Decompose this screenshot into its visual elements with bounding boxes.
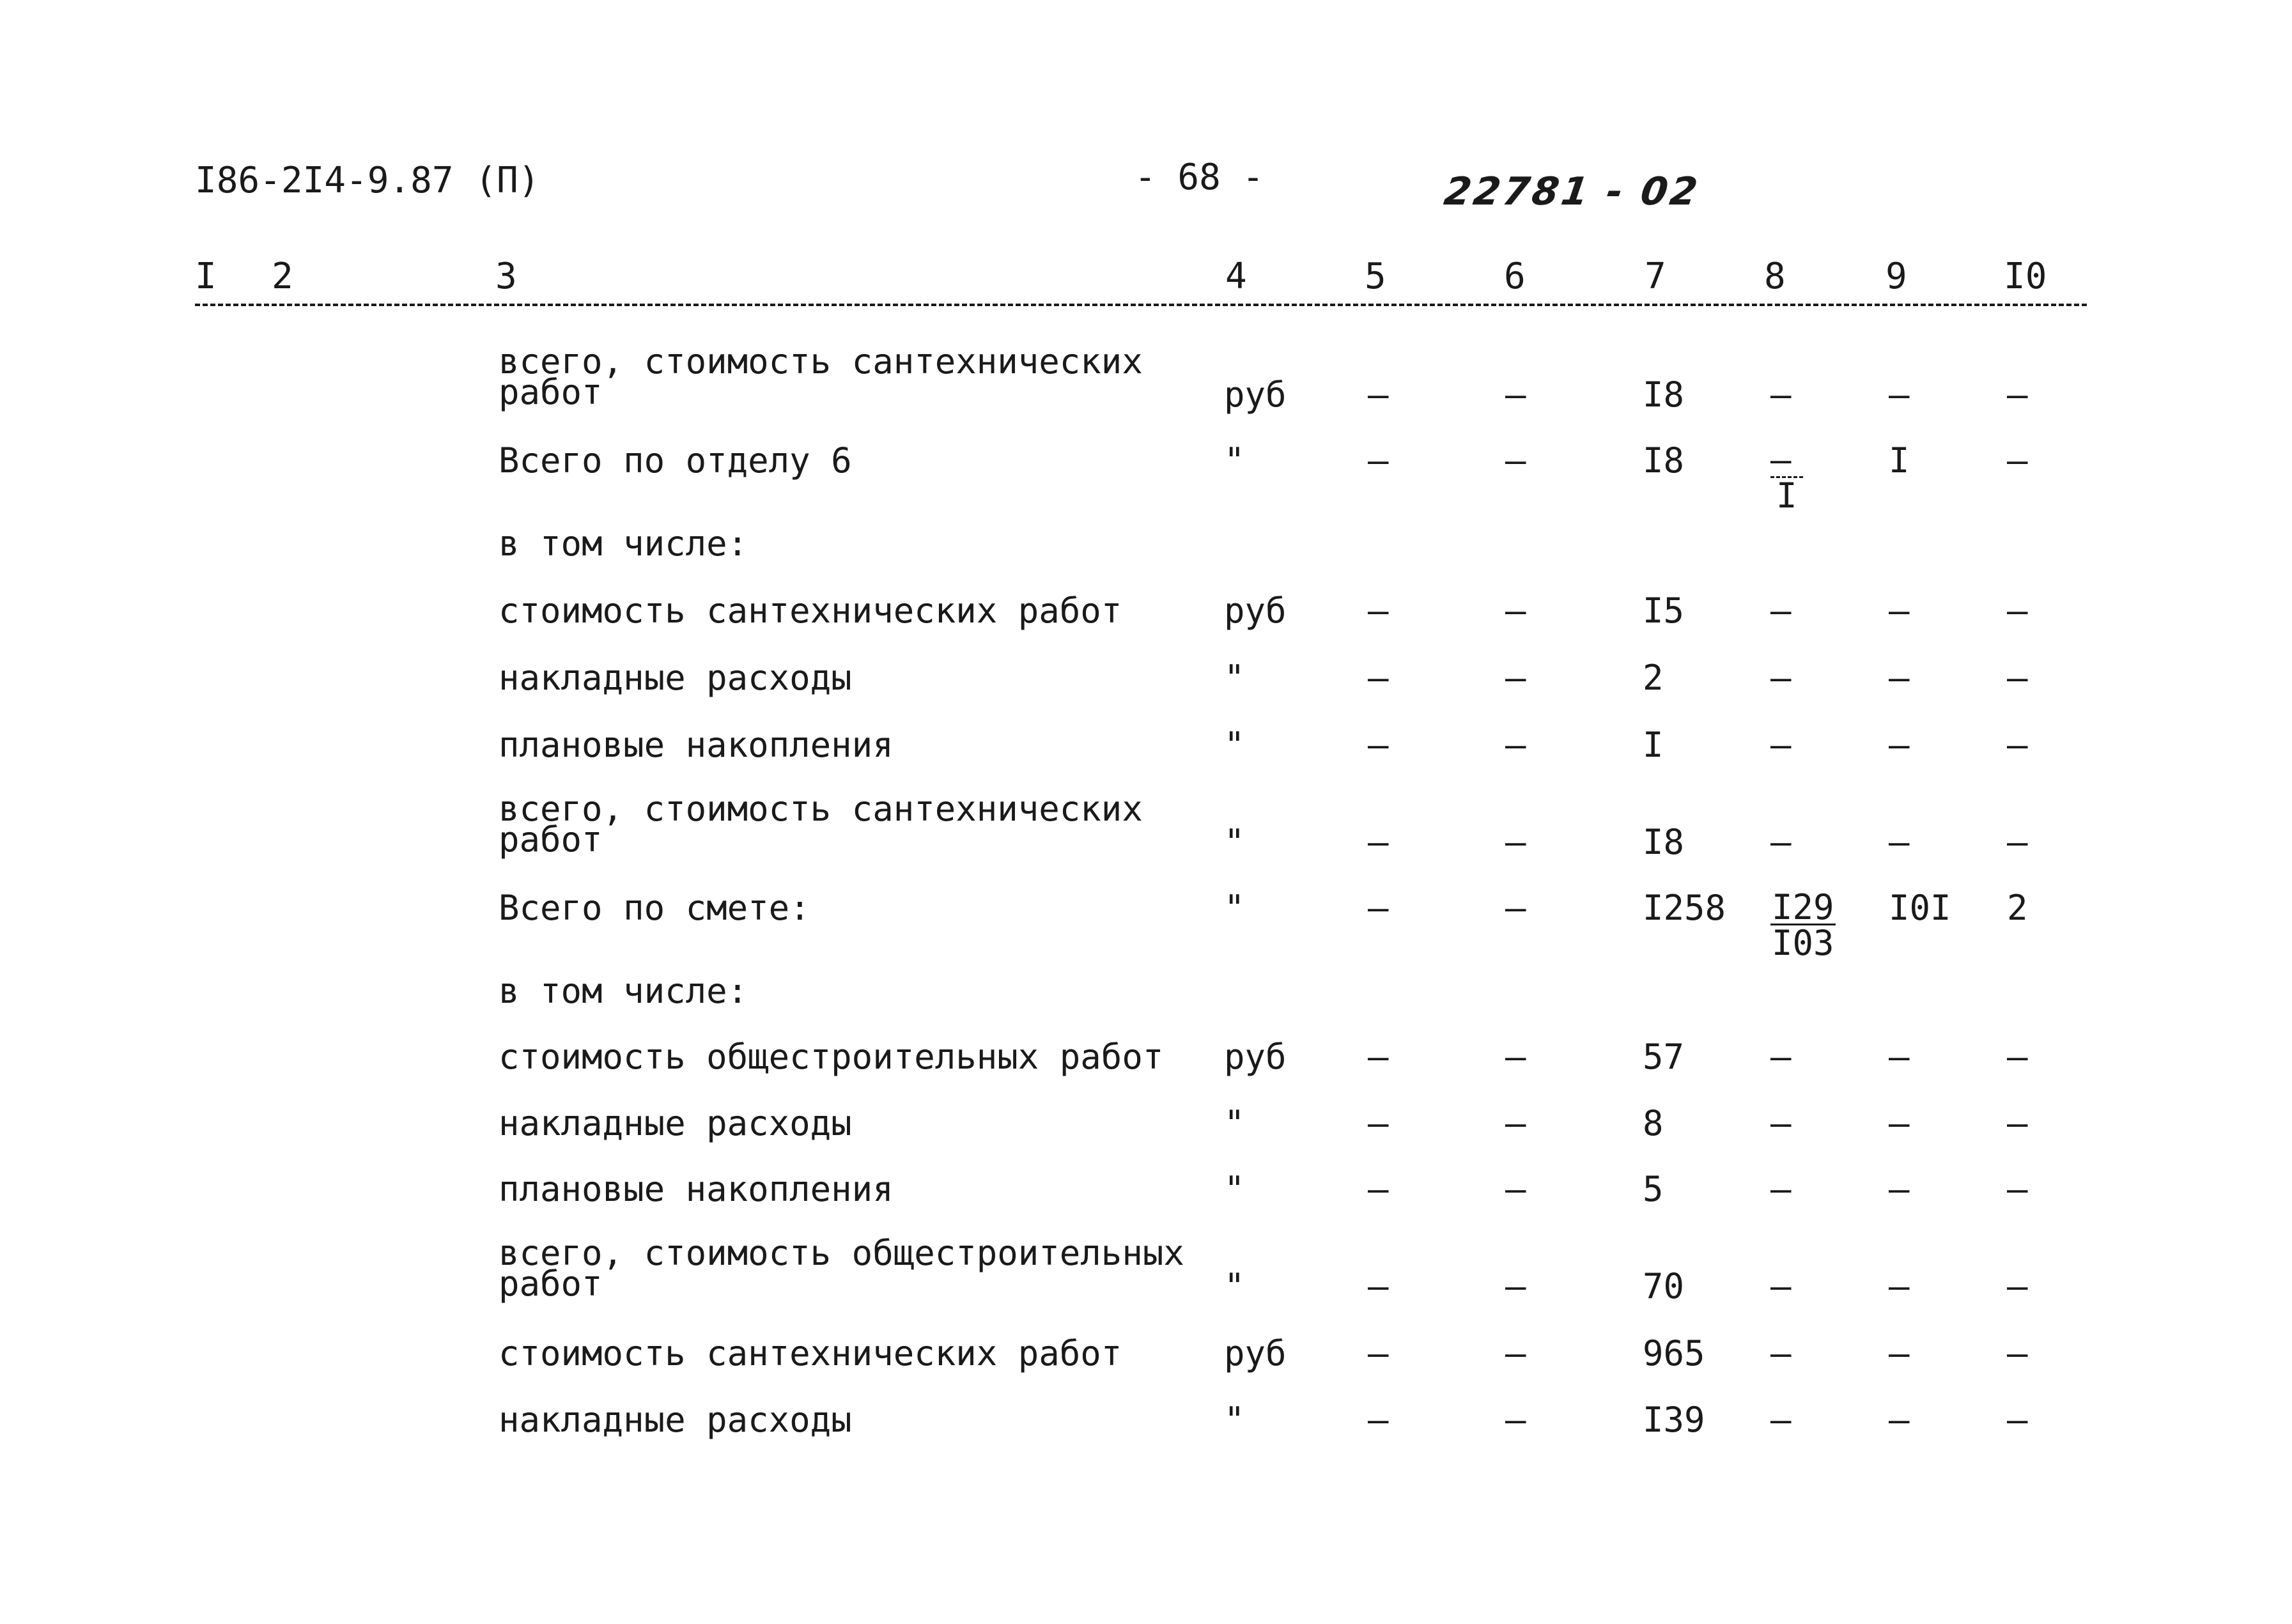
fraction-numerator: – (1770, 444, 1803, 478)
row-description-line: всего, стоимость сантехнических (499, 789, 1143, 829)
fraction-numerator: I29 (1772, 887, 1834, 927)
column-header-4: 4 (1225, 256, 1247, 297)
col9-value: – (1889, 1103, 1910, 1143)
col9-value: – (1889, 1169, 1910, 1209)
col5-value: – (1368, 1266, 1389, 1306)
col7-value: I39 (1643, 1400, 1705, 1440)
column-header-6: 6 (1504, 256, 1526, 297)
col10-value: – (2007, 1169, 2028, 1209)
row-description (499, 725, 894, 765)
col8-value: – (1770, 1103, 1792, 1143)
row-description-line: работ (499, 819, 603, 860)
col8-value: – (1770, 591, 1792, 631)
col5-value: – (1368, 1037, 1389, 1077)
row-description (499, 591, 1122, 631)
document-code: I86-2I4-9.87 (П) (195, 160, 540, 201)
column-header-9: 9 (1885, 256, 1907, 297)
col6-value: – (1505, 1037, 1526, 1077)
col5-value: – (1368, 1169, 1389, 1209)
row-description (499, 341, 1143, 412)
row-description-line: работ (499, 372, 603, 412)
col6-value: – (1505, 1103, 1526, 1143)
fraction-denominator: I03 (1772, 923, 1834, 963)
col9-value: – (1889, 591, 1910, 631)
col7-value: 57 (1643, 1037, 1685, 1077)
col9-value: – (1889, 1333, 1910, 1373)
col8-value: – (1770, 822, 1792, 862)
col7-value: 2 (1643, 658, 1664, 698)
col5-value: – (1368, 1400, 1389, 1440)
col10-value: – (2007, 1333, 2028, 1373)
col7-value: I5 (1643, 591, 1685, 631)
row-description-line: Всего по отделу 6 (499, 440, 852, 481)
col6-value: – (1505, 822, 1526, 862)
col10-value: – (2007, 591, 2028, 631)
row-description-line: плановые накопления (499, 725, 894, 765)
row-description-line: всего, стоимость общестроительных (499, 1233, 1184, 1273)
col7-value: 965 (1643, 1333, 1705, 1373)
column-header-7: 7 (1645, 256, 1666, 297)
row-unit: руб (1224, 591, 1287, 631)
row-description-line: накладные расходы (499, 1400, 852, 1440)
row-description-line: стоимость сантехнических работ (499, 591, 1122, 631)
row-description (499, 523, 748, 564)
row-description (499, 1400, 852, 1440)
row-description (499, 789, 1143, 860)
col9-value: – (1889, 822, 1910, 862)
row-description-line: накладные расходы (499, 658, 852, 698)
col6-value: – (1505, 658, 1526, 698)
col10-value: – (2007, 1400, 2028, 1440)
column-header-8: 8 (1764, 256, 1786, 297)
col7-value: 8 (1643, 1103, 1664, 1143)
col10-value: – (2007, 1037, 2028, 1077)
col8-value: – (1770, 375, 1792, 415)
col7-value: 70 (1643, 1266, 1685, 1306)
col9-value: – (1889, 1037, 1910, 1077)
row-description-line: в том числе: (499, 971, 748, 1011)
row-description (499, 888, 810, 928)
col9-value: – (1889, 658, 1910, 698)
column-header-2: 2 (272, 256, 293, 297)
col7-value: 5 (1643, 1169, 1664, 1209)
column-header-1: I (195, 256, 217, 297)
col8-fraction (1770, 887, 1836, 963)
col8-value: – (1770, 725, 1792, 765)
col6-value: – (1505, 888, 1526, 928)
page-number: - 68 - (1134, 157, 1264, 198)
col8-fraction (1770, 440, 1803, 516)
row-unit: " (1224, 1266, 1245, 1306)
col8-value: – (1770, 1266, 1792, 1306)
row-unit: руб (1224, 1333, 1287, 1373)
col5-value: – (1368, 658, 1389, 698)
row-description (499, 658, 852, 698)
col7-value: I (1643, 725, 1664, 765)
row-description-line: накладные расходы (499, 1103, 852, 1143)
col6-value: – (1505, 440, 1526, 481)
col8-value: – (1770, 1400, 1792, 1440)
row-unit: " (1224, 888, 1245, 928)
col10-value: – (2007, 1103, 2028, 1143)
row-unit: " (1224, 822, 1245, 862)
row-description-line: стоимость сантехнических работ (499, 1333, 1122, 1373)
row-description-line: плановые накопления (499, 1169, 894, 1209)
col8-value (1770, 440, 1803, 516)
row-unit: " (1224, 658, 1245, 698)
col7-value: I258 (1643, 888, 1726, 928)
col9-value: I (1889, 440, 1910, 481)
row-description (499, 1333, 1122, 1373)
column-header-5: 5 (1365, 256, 1386, 297)
row-unit: " (1224, 440, 1245, 481)
col6-value: – (1505, 375, 1526, 415)
row-unit: руб (1224, 1037, 1287, 1077)
row-unit: " (1224, 725, 1245, 765)
col5-value: – (1368, 1333, 1389, 1373)
col7-value: I8 (1643, 375, 1685, 415)
row-description-line: всего, стоимость сантехнических (499, 341, 1143, 382)
col7-value: I8 (1643, 440, 1685, 481)
col8-value: – (1770, 1333, 1792, 1373)
col6-value: – (1505, 725, 1526, 765)
row-description (499, 1233, 1184, 1304)
row-description (499, 971, 748, 1011)
row-unit: " (1224, 1400, 1245, 1440)
column-header-row (195, 252, 2087, 306)
row-description (499, 440, 852, 481)
col8-value: – (1770, 1169, 1792, 1209)
row-unit: " (1224, 1169, 1245, 1209)
col10-value: – (2007, 440, 2028, 481)
col8-value (1770, 887, 1836, 963)
col5-value: – (1368, 888, 1389, 928)
row-unit: руб (1224, 375, 1287, 415)
col9-value: – (1889, 375, 1910, 415)
col5-value: – (1368, 725, 1389, 765)
col6-value: – (1505, 1266, 1526, 1306)
inventory-number: 22781 - 02 (1441, 169, 1703, 214)
col5-value: – (1368, 822, 1389, 862)
row-description-line: работ (499, 1264, 603, 1304)
row-description-line: в том числе: (499, 523, 748, 564)
col8-value: – (1770, 1037, 1792, 1077)
col10-value: – (2007, 375, 2028, 415)
row-unit: " (1224, 1103, 1245, 1143)
row-description (499, 1103, 852, 1143)
col6-value: – (1505, 1333, 1526, 1373)
row-description (499, 1169, 894, 1209)
col5-value: – (1368, 1103, 1389, 1143)
fraction-denominator: I (1776, 476, 1797, 516)
row-description-line: Всего по смете: (499, 888, 810, 928)
col8-value: – (1770, 658, 1792, 698)
col5-value: – (1368, 375, 1389, 415)
col9-value: – (1889, 725, 1910, 765)
col10-value: – (2007, 822, 2028, 862)
col10-value: – (2007, 658, 2028, 698)
col10-value: – (2007, 725, 2028, 765)
col10-value: 2 (2007, 888, 2028, 928)
col9-value: I0I (1889, 888, 1951, 928)
col9-value: – (1889, 1266, 1910, 1306)
col6-value: – (1505, 1400, 1526, 1440)
col10-value: – (2007, 1266, 2028, 1306)
col9-value: – (1889, 1400, 1910, 1440)
col7-value: I8 (1643, 822, 1685, 862)
row-description-line: стоимость общестроительных работ (499, 1037, 1164, 1077)
column-header-10: I0 (2004, 256, 2047, 297)
col5-value: – (1368, 440, 1389, 481)
col5-value: – (1368, 591, 1389, 631)
column-header-3: 3 (495, 256, 517, 297)
col6-value: – (1505, 591, 1526, 631)
col6-value: – (1505, 1169, 1526, 1209)
row-description (499, 1037, 1164, 1077)
